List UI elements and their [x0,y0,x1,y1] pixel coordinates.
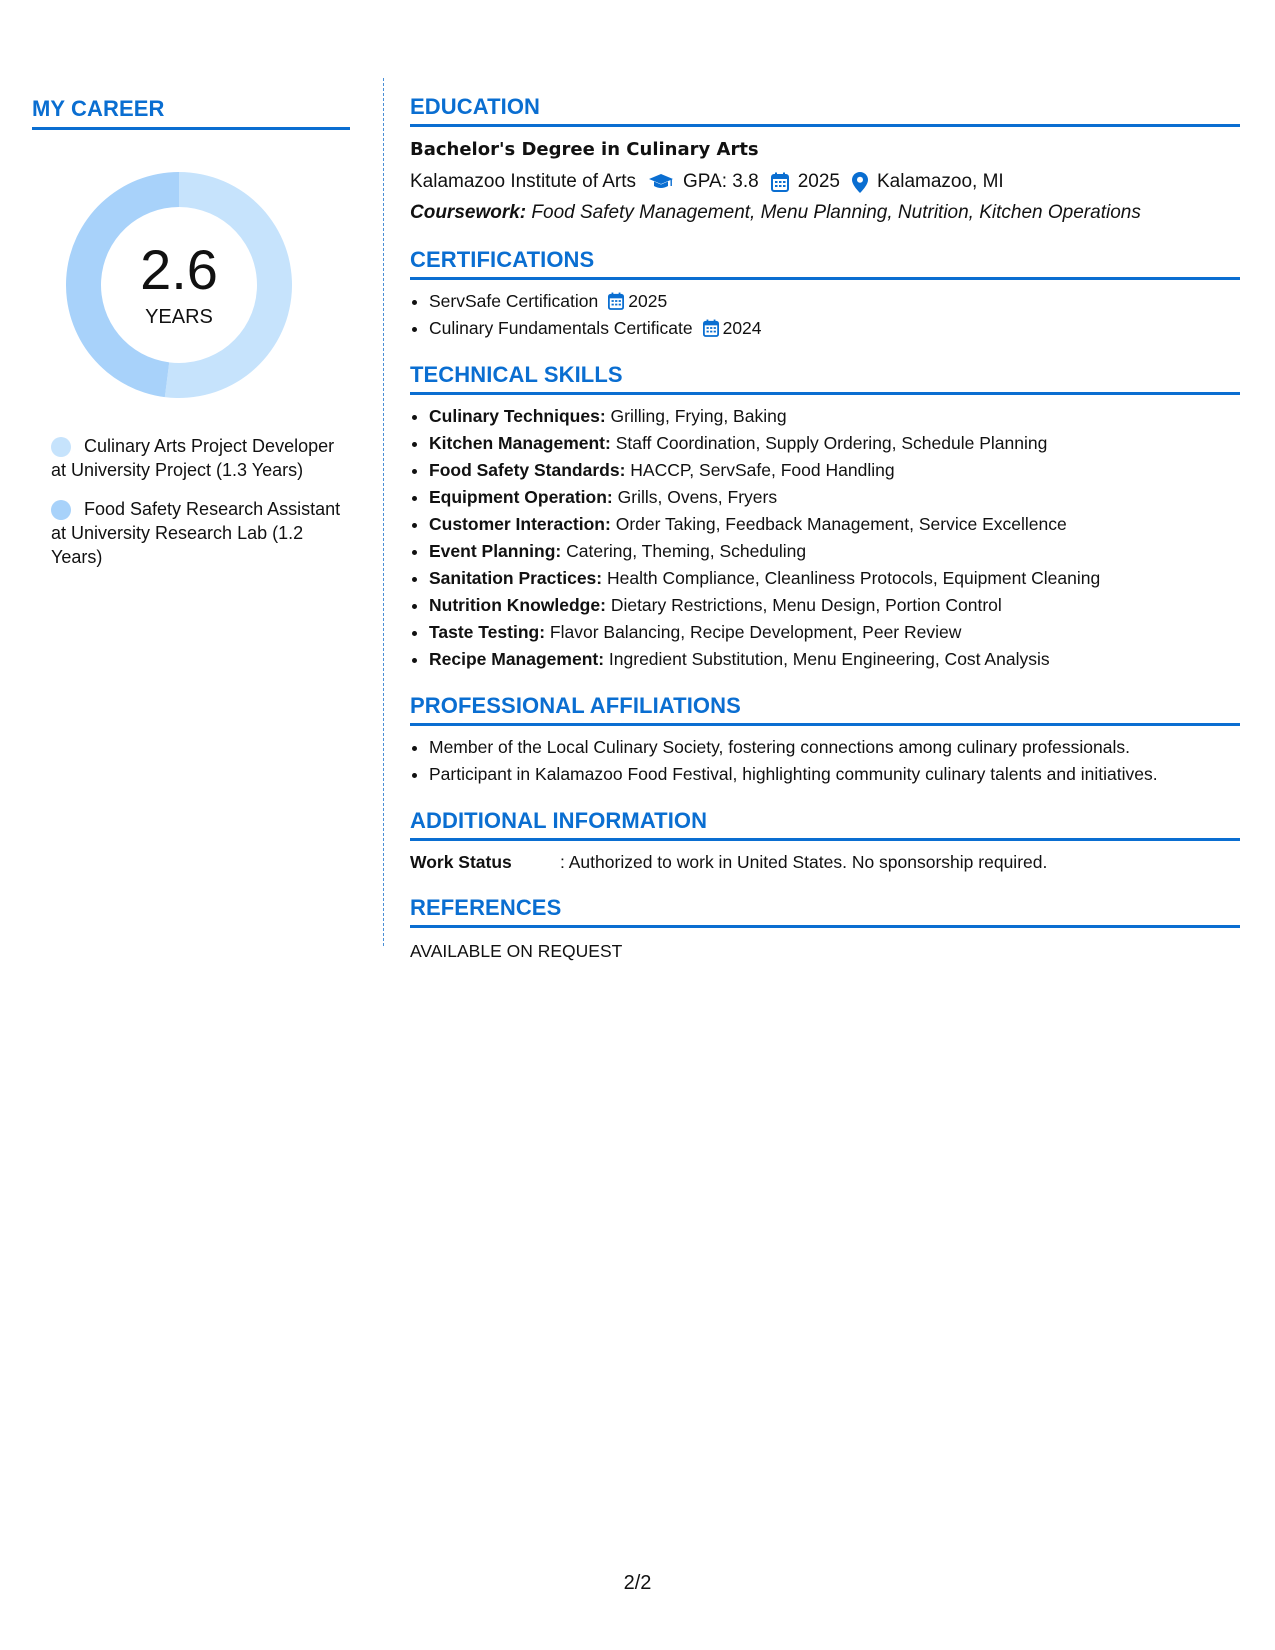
skill-label: Food Safety Standards: [429,460,626,480]
certification-year: 2024 [722,318,762,338]
education-degree: Bachelor's Degree in Culinary Arts [410,139,759,160]
list-item [410,315,1240,342]
legend-item [51,497,350,569]
skill-value: Dietary Restrictions, Menu Design, Portion Control [610,595,1002,615]
list-item [410,403,1240,430]
legend-dot-icon [51,500,71,520]
education-location: Kalamazoo, MI [876,171,1004,192]
skill-label: Taste Testing: [429,622,546,642]
additional-title: ADDITIONAL INFORMATION [410,808,1240,841]
list-item [410,484,1240,511]
legend-label: Food Safety Research Assistant at University Research Lab (1.2 Years) [51,499,341,567]
skill-label: Recipe Management: [429,649,605,669]
skill-value: Order Taking, Feedback Management, Service Excellence [615,514,1067,534]
skill-label: Culinary Techniques: [429,406,606,426]
certification-name: ServSafe Certification [429,291,599,311]
career-legend [32,434,350,569]
education-details [410,168,1240,196]
certifications-list [410,288,1240,342]
skills-title: TECHNICAL SKILLS [410,362,1240,395]
legend-item [51,434,350,482]
education-year: 2025 [797,171,840,192]
column-divider [383,78,384,946]
skills-section [410,362,1240,673]
education-gpa: GPA: 3.8 [683,171,759,192]
calendar-icon [703,319,719,337]
legend-label: Culinary Arts Project Developer at University Project (1.3 Years) [51,436,335,480]
affiliations-section [410,693,1240,788]
list-item [410,511,1240,538]
career-total-years: 2.6 [140,238,218,301]
list-item [410,538,1240,565]
education-title: EDUCATION [410,94,1240,127]
list-item: Member of the Local Culinary Society, fostering connections among culinary professionals. [410,734,1240,761]
skills-list [410,403,1240,673]
career-years-unit: YEARS [145,306,213,328]
skill-value: Staff Coordination, Supply Ordering, Schedule Planning [615,433,1048,453]
page-number: 2/2 [623,1572,652,1594]
calendar-icon [608,292,624,310]
skill-label: Equipment Operation: [429,487,613,507]
career-title: MY CAREER [32,96,350,130]
additional-section [410,808,1240,875]
list-item [410,592,1240,619]
list-item [410,457,1240,484]
education-section [410,94,1240,227]
skill-value: Grills, Ovens, Fryers [617,487,778,507]
skill-value: HACCP, ServSafe, Food Handling [630,460,895,480]
certification-year: 2025 [628,291,668,311]
references-text: AVAILABLE ON REQUEST [410,941,623,961]
references-section [410,895,1240,964]
work-status-row [410,849,1240,875]
list-item [410,430,1240,457]
skill-label: Nutrition Knowledge: [429,595,606,615]
skill-value: Grilling, Frying, Baking [610,406,787,426]
coursework-label: Coursework: [410,202,527,223]
certification-name: Culinary Fundamentals Certificate [429,318,693,338]
main-column [410,94,1240,964]
list-item [410,646,1240,673]
affiliations-list [410,734,1240,788]
calendar-icon [771,172,789,192]
work-status-label: Work Status [410,852,512,872]
legend-dot-icon [51,437,71,457]
affiliations-title: PROFESSIONAL AFFILIATIONS [410,693,1240,726]
map-pin-icon [852,172,868,193]
skill-label: Event Planning: [429,541,562,561]
education-school: Kalamazoo Institute of Arts [410,171,637,192]
skill-label: Sanitation Practices: [429,568,603,588]
career-donut-chart [66,172,292,398]
coursework-list: Food Safety Management, Menu Planning, Nutrition, Kitchen Operations [531,202,1141,223]
list-item [410,619,1240,646]
certifications-title: CERTIFICATIONS [410,247,1240,280]
certifications-section [410,247,1240,342]
work-status-value: : Authorized to work in United States. No sponsorship required. [560,852,1048,872]
career-column [32,96,350,584]
skill-value: Health Compliance, Cleanliness Protocols, Equipment Cleaning [607,568,1101,588]
skill-value: Catering, Theming, Scheduling [566,541,807,561]
skill-value: Ingredient Substitution, Menu Engineering, Cost Analysis [608,649,1050,669]
education-coursework [410,199,1240,227]
references-title: REFERENCES [410,895,1240,928]
list-item: Participant in Kalamazoo Food Festival, highlighting community culinary talents and initiatives. [410,761,1240,788]
skill-label: Customer Interaction: [429,514,611,534]
skill-value: Flavor Balancing, Recipe Development, Peer Review [549,622,962,642]
list-item [410,565,1240,592]
skill-label: Kitchen Management: [429,433,611,453]
list-item [410,288,1240,315]
graduation-cap-icon [648,173,674,191]
